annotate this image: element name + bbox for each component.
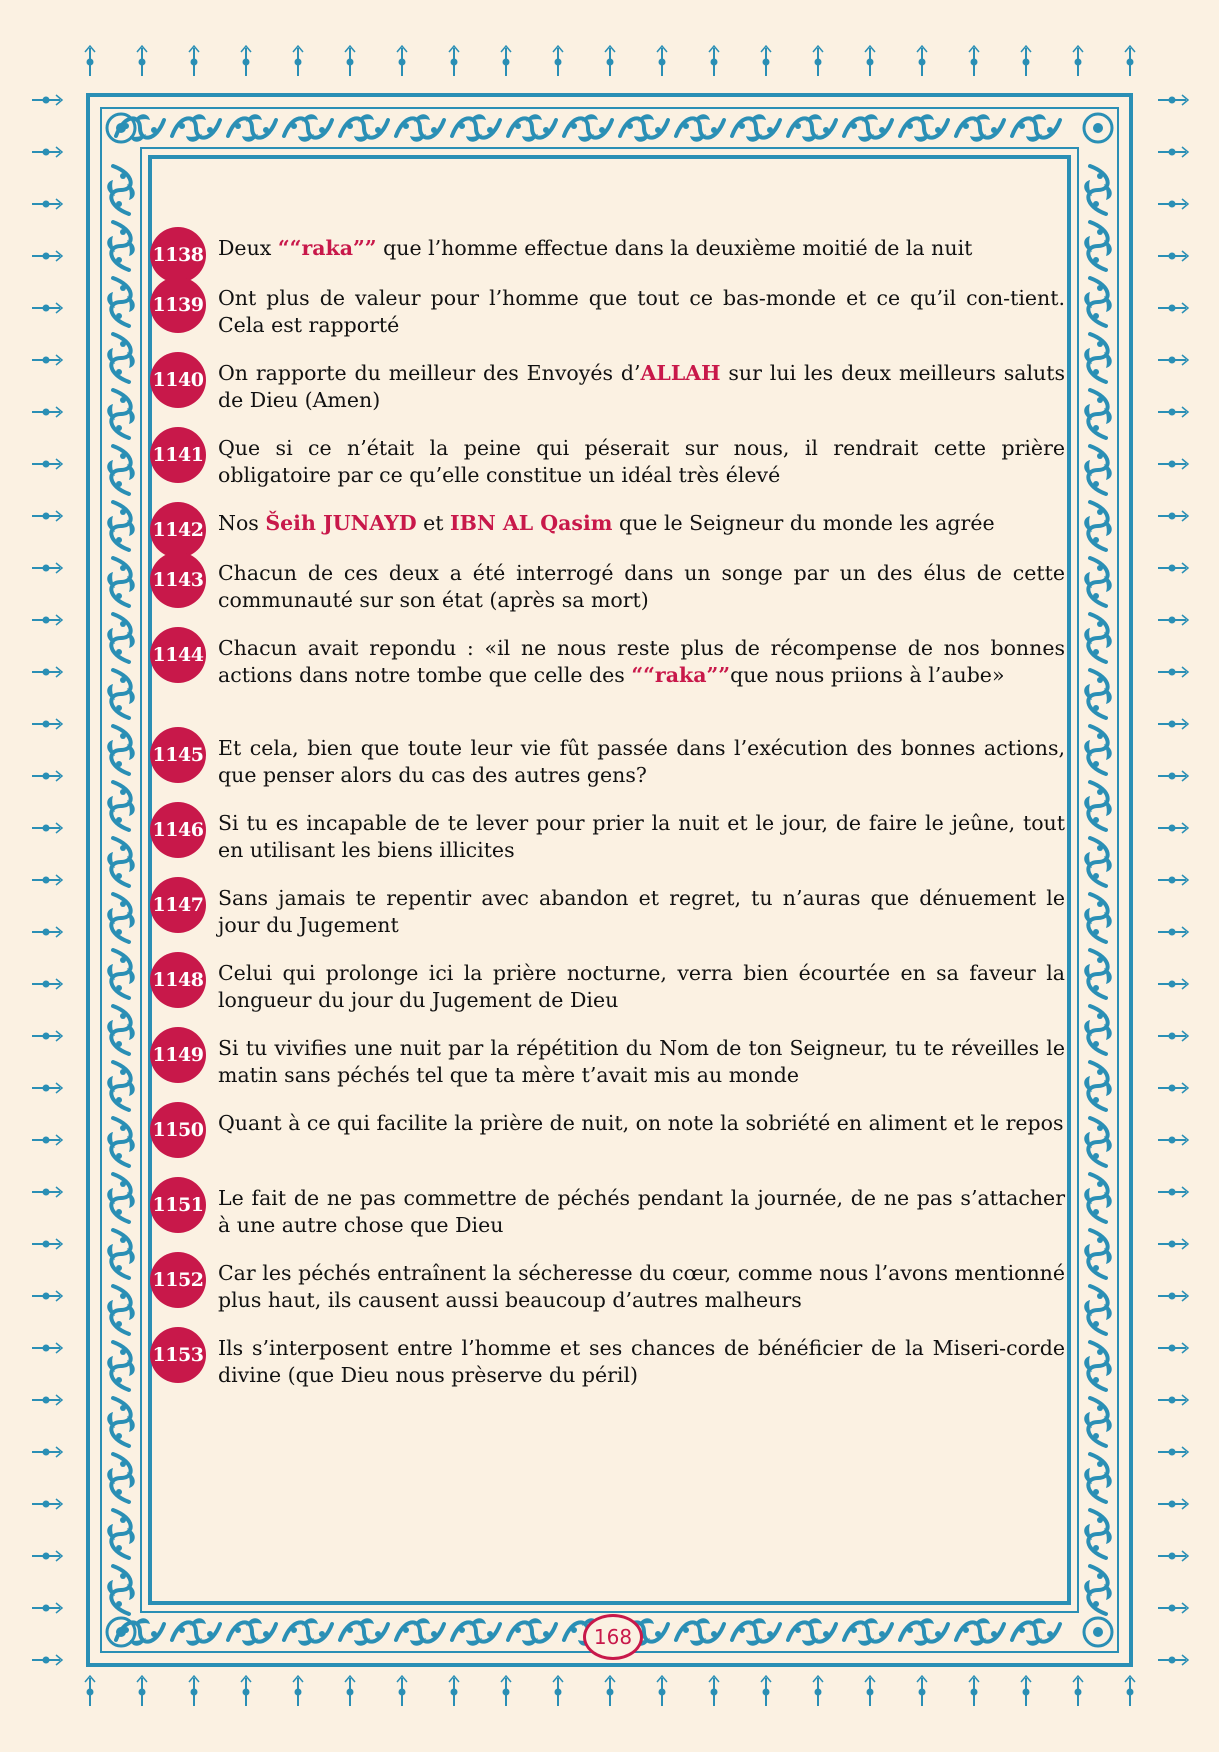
verse-text xyxy=(218,960,1065,1014)
arabesque-motif xyxy=(1084,1230,1112,1278)
verse-text-part: Nos xyxy=(218,511,266,535)
arabesque-motif xyxy=(1084,614,1112,662)
corner-rosette xyxy=(1084,1618,1112,1646)
tick-ornament xyxy=(1158,615,1188,625)
highlighted-term: ALLAH xyxy=(640,361,721,385)
tick-ornament xyxy=(345,1676,355,1706)
tick-ornament xyxy=(657,1676,667,1706)
tick-ornament xyxy=(32,251,62,261)
verse-text xyxy=(218,560,1065,614)
verse-text xyxy=(218,285,1065,339)
arabesque-motif xyxy=(107,502,135,550)
verse-text-part: Celui qui prolonge ici la prière nocturne, verra bien écourtée en sa faveur la longueur du jour du Jugement de Dieu xyxy=(218,961,1065,1012)
arabesque-motif xyxy=(1084,950,1112,998)
verse-number-badge: 1153 xyxy=(150,1327,206,1383)
verse-text xyxy=(218,1110,1065,1137)
arabesque-motif xyxy=(340,114,388,142)
tick-ornament xyxy=(1158,719,1188,729)
tick-ornament xyxy=(32,1447,62,1457)
verse-number-badge: 1147 xyxy=(150,877,206,933)
tick-ornament xyxy=(1021,46,1031,76)
tick-ornament xyxy=(32,615,62,625)
verse-text xyxy=(218,1260,1065,1314)
tick-ornament xyxy=(293,46,303,76)
verse-text-part: Deux xyxy=(218,236,278,260)
tick-ornament xyxy=(32,1291,62,1301)
verse-number-badge: 1146 xyxy=(150,802,206,858)
tick-ornament xyxy=(32,199,62,209)
arabesque-motif xyxy=(508,114,556,142)
arabesque-motif xyxy=(284,114,332,142)
arabesque-motif xyxy=(1084,222,1112,270)
arabesque-motif xyxy=(1012,1618,1060,1646)
tick-ornament xyxy=(32,1499,62,1509)
tick-ornament xyxy=(969,46,979,76)
tick-ornament xyxy=(865,46,875,76)
arabesque-motif xyxy=(1084,670,1112,718)
arabesque-motif xyxy=(452,114,500,142)
verse-text-part: Si tu es incapable de te lever pour prier la nuit et le jour, de faire le jeûne, tout en utilisant les biens illicites xyxy=(218,811,1065,862)
tick-ornament xyxy=(32,1603,62,1613)
arabesque-motif xyxy=(107,950,135,998)
tick-ornament xyxy=(1073,1676,1083,1706)
verse-text xyxy=(218,735,1065,789)
tick-ornament xyxy=(241,46,251,76)
verse-text xyxy=(218,235,1065,262)
highlighted-term: ““raka”” xyxy=(277,236,377,260)
arabesque-motif xyxy=(788,1618,836,1646)
tick-ornament xyxy=(1021,1676,1031,1706)
verse-text-part: que le Seigneur du monde les agrée xyxy=(612,511,995,535)
verse-text xyxy=(218,1035,1065,1089)
arabesque-motif xyxy=(107,1174,135,1222)
arabesque-motif xyxy=(1084,166,1112,214)
arabesque-motif xyxy=(1084,1510,1112,1558)
tick-ornament xyxy=(1158,251,1188,261)
tick-ornament xyxy=(397,1676,407,1706)
arabesque-motif xyxy=(788,114,836,142)
tick-ornament xyxy=(32,667,62,677)
tick-ornament xyxy=(1158,459,1188,469)
tick-ornament xyxy=(32,303,62,313)
arabesque-motif xyxy=(1084,502,1112,550)
arabesque-motif xyxy=(452,1618,500,1646)
arabesque-motif xyxy=(107,1230,135,1278)
tick-ornament xyxy=(32,823,62,833)
arabesque-motif xyxy=(1084,1286,1112,1334)
verse-number-badge: 1143 xyxy=(150,552,206,608)
tick-ornament xyxy=(32,407,62,417)
tick-ornament xyxy=(657,46,667,76)
verse-number-badge: 1152 xyxy=(150,1252,206,1308)
tick-ornament xyxy=(189,1676,199,1706)
arabesque-motif xyxy=(107,278,135,326)
verse-text xyxy=(218,435,1065,489)
highlighted-term: ““raka”” xyxy=(631,663,731,687)
arabesque-motif xyxy=(107,894,135,942)
tick-ornament xyxy=(449,1676,459,1706)
arabesque-motif xyxy=(107,670,135,718)
arabesque-motif xyxy=(1084,894,1112,942)
arabesque-motif xyxy=(107,614,135,662)
tick-ornament xyxy=(917,1676,927,1706)
arabesque-motif xyxy=(107,166,135,214)
tick-ornament xyxy=(1158,1135,1188,1145)
tick-ornament xyxy=(553,46,563,76)
tick-ornament xyxy=(32,1655,62,1665)
arabesque-motif xyxy=(107,1118,135,1166)
arabesque-motif xyxy=(107,558,135,606)
tick-ornament xyxy=(397,46,407,76)
verse-text-part: Chacun avait repondu : «il ne nous reste plus de récompense de nos bonnes actions dans notre tombe que celle des xyxy=(218,636,1065,687)
tick-ornament xyxy=(32,1083,62,1093)
tick-ornament xyxy=(137,1676,147,1706)
tick-ornament xyxy=(1158,979,1188,989)
tick-ornament xyxy=(1158,511,1188,521)
tick-ornament xyxy=(32,875,62,885)
tick-ornament xyxy=(1158,1343,1188,1353)
corner-rosette xyxy=(107,1618,135,1646)
arabesque-motif xyxy=(1084,838,1112,886)
arabesque-motif xyxy=(1084,558,1112,606)
arabesque-motif xyxy=(564,114,612,142)
tick-ornament xyxy=(865,1676,875,1706)
arabesque-motif xyxy=(676,1618,724,1646)
tick-ornament xyxy=(605,1676,615,1706)
tick-ornament xyxy=(1158,1291,1188,1301)
arabesque-motif xyxy=(1084,334,1112,382)
arabesque-motif xyxy=(1084,1174,1112,1222)
tick-ornament xyxy=(917,46,927,76)
verse-number-badge: 1138 xyxy=(150,227,206,283)
tick-ornament xyxy=(449,46,459,76)
verse-number-badge: 1151 xyxy=(150,1177,206,1233)
arabesque-motif xyxy=(1084,390,1112,438)
arabesque-motif xyxy=(107,782,135,830)
arabesque-motif xyxy=(107,1342,135,1390)
arabesque-motif xyxy=(1084,1342,1112,1390)
tick-ornament xyxy=(85,46,95,76)
arabesque-motif xyxy=(107,838,135,886)
tick-ornament xyxy=(1158,1447,1188,1457)
verse-number-badge: 1148 xyxy=(150,952,206,1008)
verse-text-part: que l’homme effectue dans la deuxième moitié de la nuit xyxy=(376,236,973,260)
arabesque-motif xyxy=(107,1510,135,1558)
arabesque-motif xyxy=(107,1566,135,1614)
arabesque-motif xyxy=(340,1618,388,1646)
verse-number-badge: 1140 xyxy=(150,352,206,408)
tick-ornament xyxy=(32,95,62,105)
tick-ornament xyxy=(1158,667,1188,677)
tick-ornament xyxy=(709,1676,719,1706)
verse-number-badge: 1141 xyxy=(150,427,206,483)
arabesque-motif xyxy=(396,114,444,142)
verse-text-part: sur lui les deux meilleurs saluts de Dieu (Amen) xyxy=(218,361,1065,412)
arabesque-motif xyxy=(1084,782,1112,830)
arabesque-motif xyxy=(107,1006,135,1054)
verse-text xyxy=(218,1335,1065,1389)
tick-ornament xyxy=(1158,1083,1188,1093)
arabesque-motif xyxy=(1084,278,1112,326)
verse-text-part: Car les péchés entraînent la sécheresse du cœur, comme nous l’avons mentionné plus haut, ils causent aussi beaucoup d’autres malheurs xyxy=(218,1261,1065,1312)
tick-ornament xyxy=(1158,1395,1188,1405)
tick-ornament xyxy=(32,719,62,729)
arabesque-motif xyxy=(107,1398,135,1446)
verse-text-part: Le fait de ne pas commettre de péchés pendant la journée, de ne pas s’attacher à une autre chose que Dieu xyxy=(218,1186,1065,1237)
arabesque-motif xyxy=(732,114,780,142)
tick-ornament xyxy=(761,46,771,76)
tick-ornament xyxy=(137,46,147,76)
tick-ornament xyxy=(293,1676,303,1706)
tick-ornament xyxy=(32,1187,62,1197)
highlighted-term: IBN AL Qasim xyxy=(450,511,613,535)
arabesque-motif xyxy=(1084,1006,1112,1054)
arabesque-motif xyxy=(228,1618,276,1646)
verse-text xyxy=(218,360,1065,414)
highlighted-term: Šeih JUNAYD xyxy=(265,511,417,535)
arabesque-motif xyxy=(107,726,135,774)
tick-ornament xyxy=(32,147,62,157)
arabesque-motif xyxy=(107,334,135,382)
tick-ornament xyxy=(1158,771,1188,781)
verse-text-part: On rapporte du meilleur des Envoyés d’ xyxy=(218,361,641,385)
arabesque-motif xyxy=(1084,446,1112,494)
tick-ornament xyxy=(1158,1239,1188,1249)
arabesque-motif xyxy=(844,1618,892,1646)
arabesque-motif xyxy=(900,1618,948,1646)
corner-rosette xyxy=(1084,114,1112,142)
tick-ornament xyxy=(1158,303,1188,313)
verse-text-part: Que si ce n’était la peine qui péserait sur nous, il rendrait cette prière obligatoire par ce qu’elle constitue un idéal très élevé xyxy=(218,436,1065,487)
tick-ornament xyxy=(1125,46,1135,76)
tick-ornament xyxy=(1158,1187,1188,1197)
arabesque-motif xyxy=(396,1618,444,1646)
tick-ornament xyxy=(813,1676,823,1706)
arabesque-motif xyxy=(107,1454,135,1502)
arabesque-motif xyxy=(172,1618,220,1646)
tick-ornament xyxy=(709,46,719,76)
tick-ornament xyxy=(501,1676,511,1706)
tick-ornament xyxy=(32,771,62,781)
tick-ornament xyxy=(32,1551,62,1561)
tick-ornament xyxy=(1158,1603,1188,1613)
arabesque-motif xyxy=(1084,1062,1112,1110)
tick-ornament xyxy=(1158,823,1188,833)
tick-ornament xyxy=(32,1135,62,1145)
tick-ornament xyxy=(1158,1551,1188,1561)
verse-text-part: Sans jamais te repentir avec abandon et regret, tu n’auras que dénuement le jour du Jugement xyxy=(218,886,1065,937)
tick-ornament xyxy=(1073,46,1083,76)
verse-text xyxy=(218,635,1065,689)
tick-ornament xyxy=(1158,927,1188,937)
tick-ornament xyxy=(32,1031,62,1041)
arabesque-motif xyxy=(107,1062,135,1110)
arabesque-motif xyxy=(732,1618,780,1646)
tick-ornament xyxy=(813,46,823,76)
arabesque-motif xyxy=(1084,1566,1112,1614)
tick-ornament xyxy=(32,355,62,365)
tick-ornament xyxy=(32,927,62,937)
tick-ornament xyxy=(32,979,62,989)
verse-text xyxy=(218,510,1065,537)
arabesque-motif xyxy=(1084,726,1112,774)
arabesque-motif xyxy=(676,114,724,142)
tick-ornament xyxy=(241,1676,251,1706)
arabesque-motif xyxy=(900,114,948,142)
arabesque-motif xyxy=(956,1618,1004,1646)
arabesque-motif xyxy=(1084,1118,1112,1166)
tick-ornament xyxy=(1158,147,1188,157)
arabesque-motif xyxy=(107,446,135,494)
verse-text-part: Quant à ce qui facilite la prière de nuit, on note la sobriété en aliment et le repos xyxy=(218,1111,1064,1135)
verse-text-part: que nous priions à l’aube» xyxy=(730,663,1005,687)
page-number: 168 xyxy=(583,1614,643,1660)
verse-text xyxy=(218,1185,1065,1239)
tick-ornament xyxy=(189,46,199,76)
arabesque-motif xyxy=(107,1286,135,1334)
tick-ornament xyxy=(1125,1676,1135,1706)
tick-ornament xyxy=(1158,1499,1188,1509)
arabesque-motif xyxy=(1012,114,1060,142)
tick-ornament xyxy=(32,511,62,521)
arabesque-motif xyxy=(620,114,668,142)
verse-number-badge: 1142 xyxy=(150,502,206,558)
tick-ornament xyxy=(32,1395,62,1405)
arabesque-motif xyxy=(956,114,1004,142)
tick-ornament xyxy=(32,459,62,469)
tick-ornament xyxy=(32,563,62,573)
tick-ornament xyxy=(605,46,615,76)
tick-ornament xyxy=(1158,563,1188,573)
corner-rosette xyxy=(107,114,135,142)
verse-text-part: Chacun de ces deux a été interrogé dans un songe par un des élus de cette communauté sur son état (après sa mort) xyxy=(218,561,1065,612)
verse-number-badge: 1139 xyxy=(150,277,206,333)
verse-text-part: et xyxy=(416,511,451,535)
tick-ornament xyxy=(761,1676,771,1706)
tick-ornament xyxy=(345,46,355,76)
arabesque-motif xyxy=(508,1618,556,1646)
arabesque-motif xyxy=(172,114,220,142)
tick-ornament xyxy=(1158,199,1188,209)
verse-text xyxy=(218,885,1065,939)
verse-number-badge: 1145 xyxy=(150,727,206,783)
tick-ornament xyxy=(1158,355,1188,365)
arabesque-motif xyxy=(107,222,135,270)
tick-ornament xyxy=(1158,1655,1188,1665)
verse-number-badge: 1144 xyxy=(150,627,206,683)
arabesque-motif xyxy=(284,1618,332,1646)
tick-ornament xyxy=(85,1676,95,1706)
tick-ornament xyxy=(501,46,511,76)
tick-ornament xyxy=(1158,1031,1188,1041)
arabesque-motif xyxy=(1084,1454,1112,1502)
verse-number-badge: 1150 xyxy=(150,1102,206,1158)
verse-number-badge: 1149 xyxy=(150,1027,206,1083)
arabesque-motif xyxy=(1084,1398,1112,1446)
verse-text-part: Ont plus de valeur pour l’homme que tout ce bas-monde et ce qu’il con-tient. Cela est rapporté xyxy=(218,286,1065,337)
verse-text-part: Ils s’interposent entre l’homme et ses chances de bénéficier de la Miseri-corde divine (que Dieu nous prèserve du péril) xyxy=(218,1336,1065,1387)
tick-ornament xyxy=(1158,407,1188,417)
tick-ornament xyxy=(1158,875,1188,885)
tick-ornament xyxy=(1158,95,1188,105)
tick-ornament xyxy=(32,1343,62,1353)
tick-ornament xyxy=(32,1239,62,1249)
arabesque-motif xyxy=(228,114,276,142)
tick-ornament xyxy=(969,1676,979,1706)
verse-text-part: Si tu vivifies une nuit par la répétition du Nom de ton Seigneur, tu te réveilles le matin sans péchés tel que ta mère t’avait mis au monde xyxy=(218,1036,1065,1087)
verse-text xyxy=(218,810,1065,864)
tick-ornament xyxy=(553,1676,563,1706)
verse-text-part: Et cela, bien que toute leur vie fût passée dans l’exécution des bonnes actions, que penser alors du cas des autres gens? xyxy=(218,736,1065,787)
arabesque-motif xyxy=(844,114,892,142)
arabesque-motif xyxy=(107,390,135,438)
